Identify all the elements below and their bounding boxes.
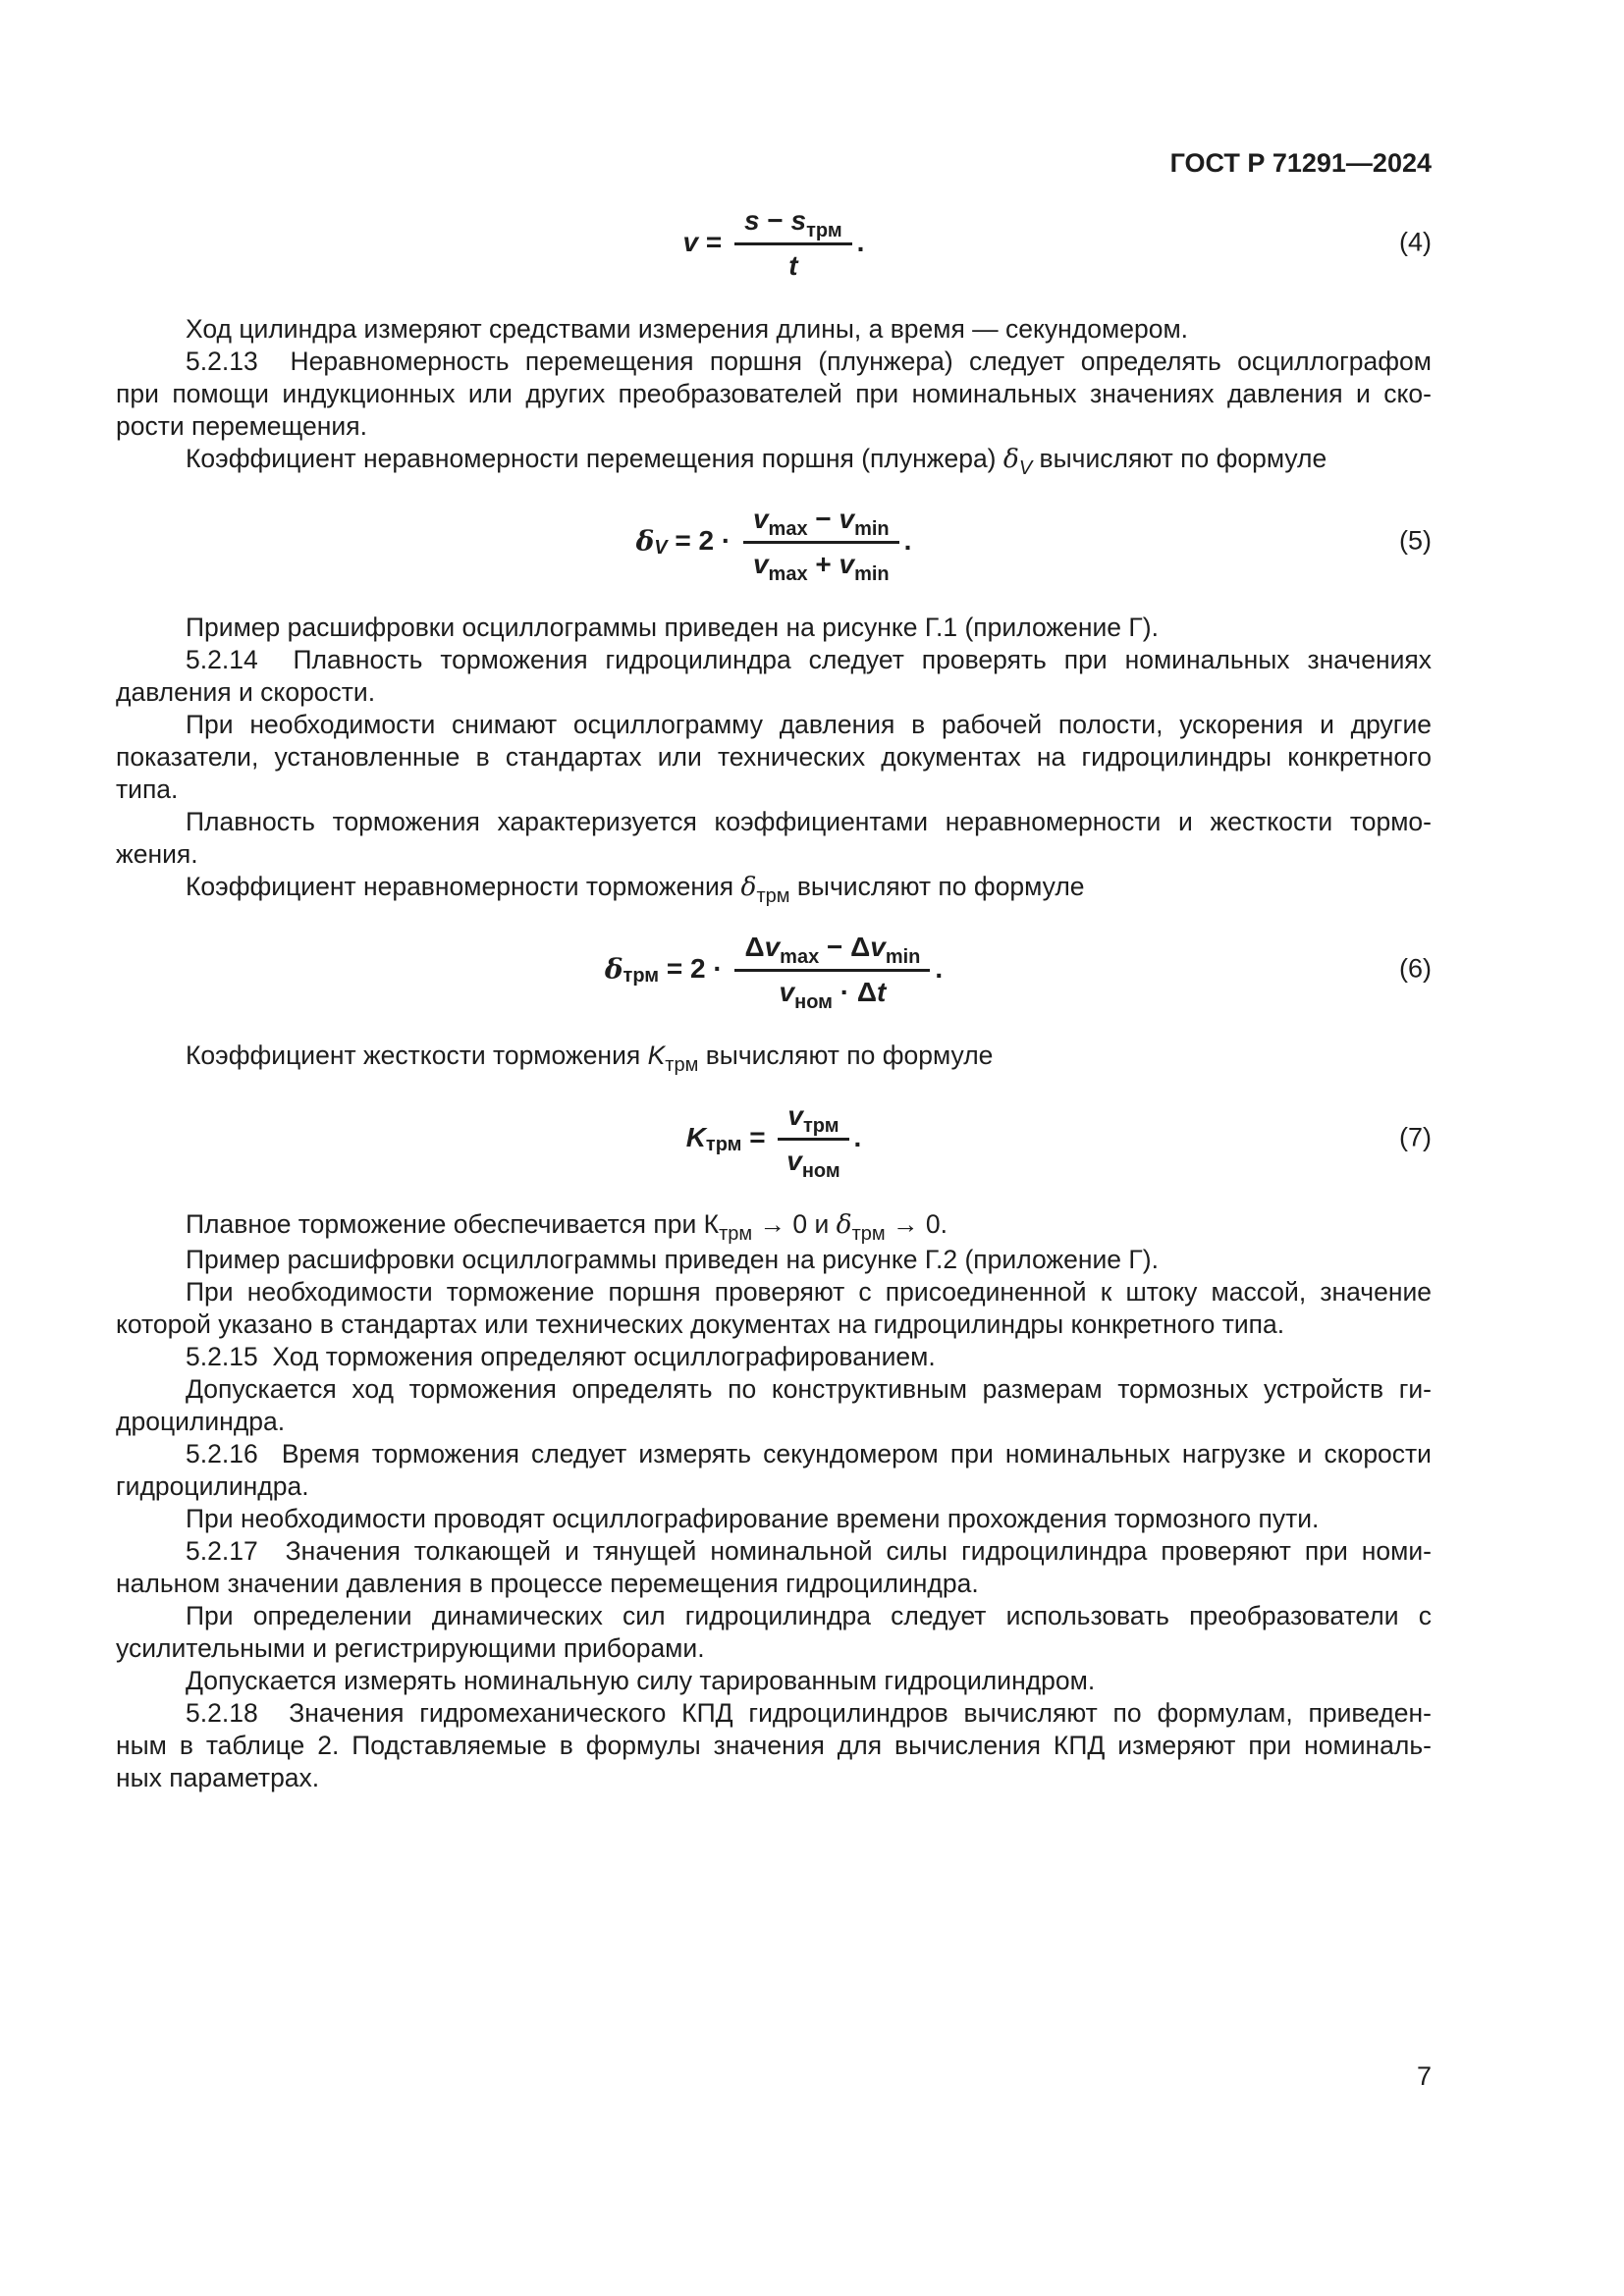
formula-token: Пример расшифровки осциллограммы приведен на рисунке Г.1 (приложение Г). — [186, 613, 1159, 642]
formula-token: при помощи индукционных или других преобразователей при номинальных значениях давления и ско- — [116, 379, 1432, 408]
formula-token: При необходимости снимают осциллограмму давления в рабочей полости, ускорения и другие — [186, 710, 1432, 739]
fraction — [734, 930, 930, 1013]
formula-token: v — [839, 549, 855, 579]
formula-token: = 2 · — [667, 525, 738, 556]
formula-token: . — [853, 1122, 862, 1152]
formula-numerator — [743, 502, 899, 544]
formula-numerator — [778, 1098, 848, 1141]
formula-numerator — [734, 203, 852, 245]
formula-token: v — [787, 1100, 803, 1131]
paragraph — [116, 1276, 1432, 1341]
formula-token: ном — [801, 1160, 840, 1182]
formula-token: ных параметрах. — [116, 1763, 320, 1792]
text-line — [116, 1600, 1432, 1632]
text-line — [116, 1697, 1432, 1730]
formula-token: v — [752, 549, 769, 579]
paragraph — [116, 1438, 1432, 1503]
formula-denominator — [788, 245, 797, 282]
formula-token: ным в таблице 2. Подставляемые в формулы значения для вычисления КПД измеряют при номиналь- — [116, 1731, 1432, 1760]
formula-token: − — [807, 504, 839, 534]
formula-token: . — [935, 953, 944, 984]
paragraph — [116, 644, 1432, 709]
text-line — [116, 346, 1432, 378]
formula-token: трм — [705, 1133, 742, 1155]
paragraph — [116, 1341, 1432, 1373]
formula-token: Δ — [856, 977, 877, 1007]
fraction — [734, 203, 852, 282]
formula-token: min — [885, 946, 921, 968]
formula-token: v — [764, 932, 781, 962]
formula-token: Δ — [850, 932, 871, 962]
text-line — [116, 1040, 1432, 1075]
paragraph — [116, 1535, 1432, 1600]
paragraph — [116, 313, 1432, 346]
text-line — [116, 741, 1432, 774]
formula-block — [116, 494, 1432, 588]
paragraph — [116, 1697, 1432, 1794]
text-line — [116, 1470, 1432, 1503]
text-column — [116, 147, 1432, 1794]
fraction — [743, 502, 899, 585]
formula-token: Плавное торможение обеспечивается при К — [186, 1209, 720, 1239]
formula — [604, 930, 944, 1013]
formula-token: При необходимости проводят осциллографирование времени прохождения тормозного пути. — [186, 1504, 1320, 1533]
text-line — [116, 612, 1432, 644]
formula-token: v — [779, 977, 795, 1007]
paragraph — [116, 1665, 1432, 1697]
paragraph — [116, 871, 1432, 906]
formula-token: 5.2.13 Неравномерность перемещения поршня (плунжера) следует определять осциллографом — [186, 347, 1432, 376]
text-line — [116, 709, 1432, 741]
formula-token: При определении динамических сил гидроцилиндра следует использовать преобразователи с — [186, 1601, 1432, 1630]
formula-token: вычисляют по формуле — [698, 1041, 994, 1070]
formula-number: (6) — [1399, 953, 1432, 984]
paragraph — [116, 1600, 1432, 1665]
formula — [685, 1098, 862, 1182]
formula — [635, 502, 912, 585]
text-line — [116, 313, 1432, 346]
formula-token: гидроцилиндра. — [116, 1471, 309, 1501]
formula-token: трм — [665, 1054, 699, 1076]
document-header — [116, 147, 1432, 180]
formula-token: s — [744, 205, 760, 236]
text-line — [116, 1244, 1432, 1276]
text-line — [116, 1406, 1432, 1438]
paragraph — [116, 346, 1432, 443]
text-line — [116, 410, 1432, 443]
text-line — [116, 1632, 1432, 1665]
paragraph — [116, 612, 1432, 644]
formula-token: min — [854, 518, 890, 540]
text-line — [116, 838, 1432, 871]
formula-token: δ — [836, 1209, 852, 1240]
formula-token: трм — [802, 1115, 839, 1137]
text-line — [116, 871, 1432, 906]
formula-token: При необходимости торможение поршня проверяют с присоединенной к штоку массой, значение — [186, 1277, 1432, 1307]
paragraph — [116, 1040, 1432, 1075]
formula-number: (7) — [1399, 1122, 1432, 1152]
formula-token: ном — [794, 991, 833, 1013]
text-line — [116, 1208, 1432, 1244]
formula-token: = 2 · — [659, 953, 731, 984]
formula-token: типа. — [116, 774, 179, 804]
text-line — [116, 1568, 1432, 1600]
formula-token: → 0 и — [752, 1209, 837, 1239]
formula-token: V — [654, 536, 668, 559]
formula-token: усилительными и регистрирующими приборами. — [116, 1633, 705, 1663]
paragraph — [116, 806, 1432, 871]
formula-token: 5.2.14 Плавность торможения гидроцилиндра следует проверять при номинальных значениях — [186, 645, 1432, 674]
formula-token: трм — [756, 885, 790, 907]
formula-token: − — [759, 205, 791, 236]
text-line — [116, 774, 1432, 806]
formula-token: 5.2.15 Ход торможения определяют осциллографированием. — [186, 1342, 936, 1371]
formula-numerator — [734, 930, 930, 972]
formula-token: = — [741, 1122, 774, 1152]
formula-token: → 0. — [885, 1209, 947, 1239]
text-line — [116, 378, 1432, 410]
document-flow — [116, 195, 1432, 1794]
formula-token: жения. — [116, 839, 198, 869]
paragraph — [116, 1503, 1432, 1535]
formula-token: . — [903, 525, 912, 556]
formula-token: давления и скорости. — [116, 677, 376, 707]
formula-block — [116, 195, 1432, 290]
formula-token: нальном значении давления в процессе перемещения гидроцилиндра. — [116, 1569, 979, 1598]
text-line — [116, 1438, 1432, 1470]
text-line — [116, 1373, 1432, 1406]
formula-token: v — [682, 227, 699, 257]
paragraph — [116, 1208, 1432, 1244]
formula-token: 5.2.17 Значения толкающей и тянущей номинальной силы гидроцилиндра проверяют при номи- — [186, 1536, 1432, 1566]
formula-token: v — [752, 504, 769, 534]
formula-token: трм — [719, 1223, 753, 1245]
formula-token: s — [790, 205, 807, 236]
formula-token: δ — [604, 952, 623, 986]
formula-token: рости перемещения. — [116, 411, 367, 441]
formula-token: = — [698, 227, 731, 257]
formula-number: (4) — [1399, 227, 1432, 257]
formula-token: t — [876, 977, 887, 1007]
formula-token: K — [685, 1122, 706, 1152]
formula-token: δ — [740, 872, 757, 902]
formula-token: Δ — [744, 932, 765, 962]
text-line — [116, 1308, 1432, 1341]
formula-token: δ — [635, 524, 655, 558]
paragraph — [116, 1373, 1432, 1438]
formula — [683, 203, 865, 282]
formula-token: − — [819, 932, 851, 962]
formula-token: трм — [806, 220, 842, 241]
formula-token: max — [780, 946, 820, 968]
paragraph — [116, 443, 1432, 478]
formula-token: Коэффициент неравномерности торможения — [186, 872, 741, 901]
text-line — [116, 1665, 1432, 1697]
page-number: 7 — [1416, 2061, 1432, 2091]
text-line — [116, 1535, 1432, 1568]
formula-block — [116, 922, 1432, 1016]
formula-token: трм — [851, 1223, 886, 1245]
text-line — [116, 443, 1432, 478]
formula-denominator — [752, 544, 890, 585]
formula-denominator — [786, 1141, 840, 1182]
formula-token: t — [788, 250, 798, 281]
formula-token: показатели, установленные в стандартах или технических документах на гидроцилиндры конкретного — [116, 742, 1432, 772]
text-line — [116, 1762, 1432, 1794]
text-line — [116, 644, 1432, 676]
formula-token: K — [647, 1041, 666, 1070]
formula-token: + — [807, 549, 839, 579]
formula-token: вычисляют по формуле — [789, 872, 1085, 901]
formula-token: V — [1018, 457, 1033, 479]
text-line — [116, 806, 1432, 838]
formula-token: max — [768, 518, 808, 540]
paragraph — [116, 1244, 1432, 1276]
page-footer — [116, 2061, 1432, 2092]
text-line — [116, 1341, 1432, 1373]
fraction — [778, 1098, 848, 1182]
formula-token: Коэффициент неравномерности перемещения поршня (плунжера) — [186, 444, 1003, 473]
formula-token: . — [856, 227, 865, 257]
formula-token: трм — [623, 964, 660, 987]
formula-token: Коэффициент жесткости торможения — [186, 1041, 648, 1070]
formula-token: max — [768, 563, 808, 585]
formula-token: 5.2.16 Время торможения следует измерять секундомером при номинальных нагрузке и скорости — [186, 1439, 1432, 1468]
formula-token: Ход цилиндра измеряют средствами измерения длины, а время — секундомером. — [186, 314, 1189, 344]
formula-token: min — [854, 563, 890, 585]
formula-token: Допускается ход торможения определять по конструктивным размерам тормозных устройств ги- — [186, 1374, 1432, 1404]
text-line — [116, 1503, 1432, 1535]
formula-number: (5) — [1399, 525, 1432, 556]
formula-token: 5.2.18 Значения гидромеханического КПД гидроцилиндров вычисляют по формулам, приведен- — [186, 1698, 1432, 1728]
formula-token: · — [832, 977, 857, 1007]
paragraph — [116, 709, 1432, 806]
formula-block — [116, 1091, 1432, 1185]
formula-token: v — [786, 1146, 802, 1176]
formula-token: δ — [1002, 444, 1019, 474]
text-line — [116, 676, 1432, 709]
formula-denominator — [779, 972, 887, 1013]
formula-token: дроцилиндра. — [116, 1407, 286, 1436]
formula-token: Плавность торможения характеризуется коэффициентами неравномерности и жесткости тормо- — [186, 807, 1432, 836]
formula-token: v — [839, 504, 855, 534]
formula-token: Допускается измерять номинальную силу тарированным гидроцилиндром. — [186, 1666, 1096, 1695]
formula-token: которой указано в стандартах или технических документах на гидроцилиндры конкретного типа. — [116, 1309, 1285, 1339]
document-code: ГОСТ Р 71291—2024 — [1169, 148, 1432, 178]
formula-token: вычисляют по формуле — [1032, 444, 1327, 473]
formula-token: Пример расшифровки осциллограммы приведен на рисунке Г.2 (приложение Г). — [186, 1245, 1159, 1274]
text-line — [116, 1730, 1432, 1762]
text-line — [116, 1276, 1432, 1308]
formula-token: v — [870, 932, 886, 962]
